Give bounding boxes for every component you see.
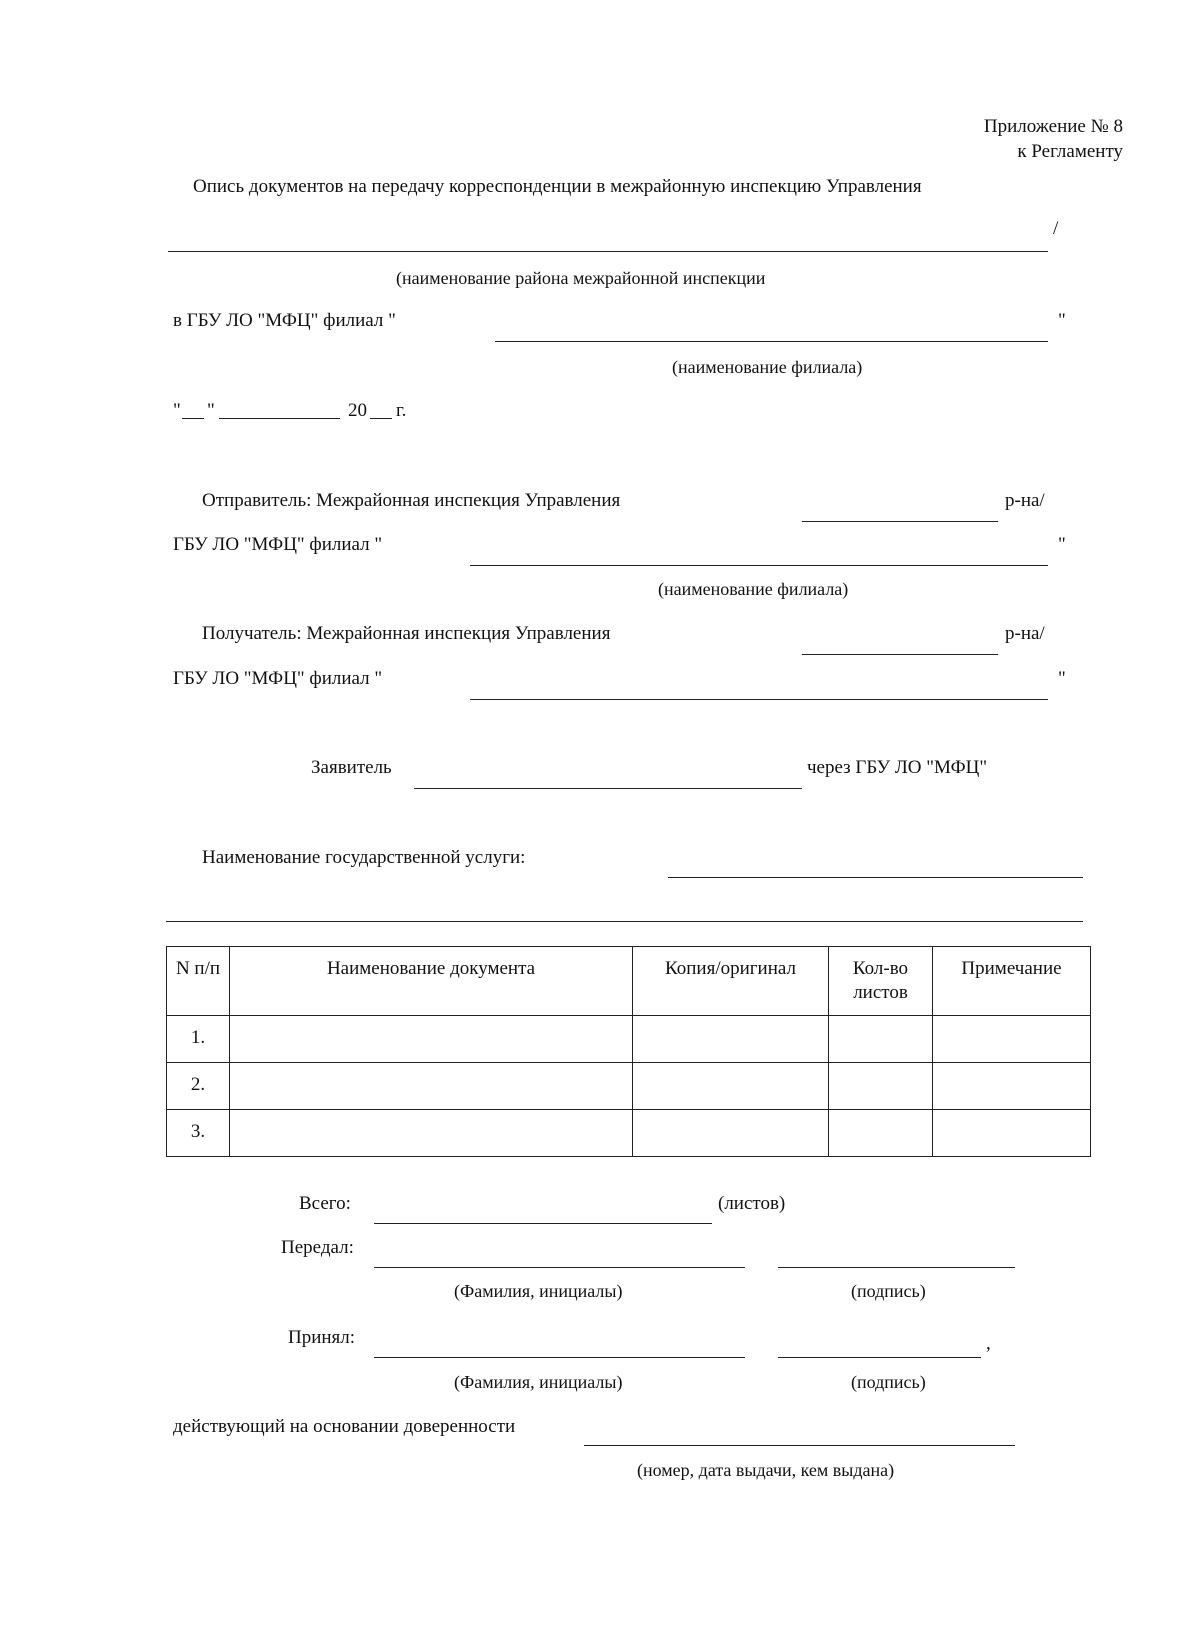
- recipient-branch-prefix: ГБУ ЛО "МФЦ" филиал ": [173, 668, 383, 689]
- proxy-caption: (номер, дата выдачи, кем выдана): [637, 1460, 895, 1480]
- cell-copy-original[interactable]: [633, 1110, 829, 1157]
- sheets-label: (листов): [718, 1193, 786, 1214]
- header-num: N п/п: [167, 947, 230, 1016]
- cell-document-name[interactable]: [230, 1063, 633, 1110]
- branch-caption: (наименование филиала): [672, 357, 863, 377]
- slash-separator: /: [1053, 218, 1059, 239]
- sender-district-suffix: р-на/: [1005, 490, 1045, 511]
- branch-close-quote: ": [1058, 310, 1066, 331]
- branch-name-line[interactable]: [495, 341, 1048, 342]
- received-comma: ,: [986, 1333, 991, 1354]
- cell-note[interactable]: [933, 1063, 1091, 1110]
- cell-copy-original[interactable]: [633, 1016, 829, 1063]
- sender-branch-caption: (наименование филиала): [658, 579, 849, 599]
- proxy-details-line[interactable]: [584, 1445, 1015, 1446]
- row-num: 1.: [167, 1016, 230, 1063]
- cell-note[interactable]: [933, 1110, 1091, 1157]
- sender-district-line[interactable]: [802, 521, 998, 522]
- date-close-quote: ": [207, 400, 215, 421]
- cell-sheet-count[interactable]: [829, 1110, 933, 1157]
- applicant-via: через ГБУ ЛО "МФЦ": [807, 757, 988, 778]
- cell-document-name[interactable]: [230, 1016, 633, 1063]
- recipient-branch-line[interactable]: [470, 699, 1048, 700]
- received-name-line[interactable]: [374, 1357, 745, 1358]
- handed-over-label: Передал:: [281, 1237, 354, 1258]
- sender-branch-line[interactable]: [470, 565, 1048, 566]
- sender-branch-prefix: ГБУ ЛО "МФЦ" филиал ": [173, 534, 383, 555]
- applicant-label: Заявитель: [311, 757, 392, 778]
- sender-close-quote: ": [1058, 534, 1066, 555]
- table-row: [167, 1063, 1091, 1110]
- recipient-district-line[interactable]: [802, 654, 998, 655]
- header-document-name: Наименование документа: [230, 947, 633, 1016]
- proxy-label: действующий на основании доверенности: [173, 1416, 516, 1437]
- table-header-row: [167, 947, 1091, 1016]
- header-copy-original: Копия/оригинал: [633, 947, 829, 1016]
- appendix-number: Приложение № 8: [983, 116, 1123, 137]
- applicant-line[interactable]: [414, 788, 802, 789]
- received-signature-caption: (подпись): [851, 1372, 926, 1392]
- header-sheet-count: Кол-во листов: [829, 947, 933, 1016]
- row-num: 3.: [167, 1110, 230, 1157]
- cell-note[interactable]: [933, 1016, 1091, 1063]
- recipient-district-suffix: р-на/: [1005, 623, 1045, 644]
- total-sheets-line[interactable]: [374, 1223, 712, 1224]
- date-open-quote: ": [173, 400, 181, 421]
- service-name-line[interactable]: [668, 877, 1083, 878]
- documents-table: [166, 946, 1091, 1157]
- cell-copy-original[interactable]: [633, 1063, 829, 1110]
- regulation-reference: к Регламенту: [1017, 141, 1123, 162]
- recipient-close-quote: ": [1058, 668, 1066, 689]
- cell-document-name[interactable]: [230, 1110, 633, 1157]
- sender-label: Отправитель: Межрайонная инспекция Управления: [202, 490, 621, 511]
- date-year-line[interactable]: [370, 418, 392, 419]
- received-label: Принял:: [288, 1327, 356, 1348]
- document-title: Опись документов на передачу корреспонденции в межрайонную инспекцию Управления: [193, 176, 922, 197]
- header-note: Примечание: [933, 947, 1091, 1016]
- date-suffix: г.: [396, 400, 407, 421]
- row-num: 2.: [167, 1063, 230, 1110]
- recipient-label: Получатель: Межрайонная инспекция Управления: [202, 623, 611, 644]
- date-year-prefix: 20: [348, 400, 367, 421]
- branch-prefix: в ГБУ ЛО "МФЦ" филиал ": [173, 310, 396, 331]
- service-label: Наименование государственной услуги:: [202, 847, 526, 868]
- cell-sheet-count[interactable]: [829, 1063, 933, 1110]
- date-day-line[interactable]: [182, 418, 204, 419]
- handed-signature-line[interactable]: [778, 1267, 1015, 1268]
- received-name-caption: (Фамилия, инициалы): [454, 1372, 623, 1392]
- received-signature-line[interactable]: [778, 1357, 981, 1358]
- table-row: [167, 1110, 1091, 1157]
- cell-sheet-count[interactable]: [829, 1016, 933, 1063]
- date-month-line[interactable]: [219, 418, 340, 419]
- total-label: Всего:: [299, 1193, 351, 1214]
- district-name-line[interactable]: [168, 251, 1048, 252]
- handed-name-line[interactable]: [374, 1267, 745, 1268]
- service-name-line-2[interactable]: [166, 921, 1083, 922]
- district-caption: (наименование района межрайонной инспекции: [396, 268, 766, 288]
- table-row: [167, 1016, 1091, 1063]
- handed-name-caption: (Фамилия, инициалы): [454, 1281, 623, 1301]
- handed-signature-caption: (подпись): [851, 1281, 926, 1301]
